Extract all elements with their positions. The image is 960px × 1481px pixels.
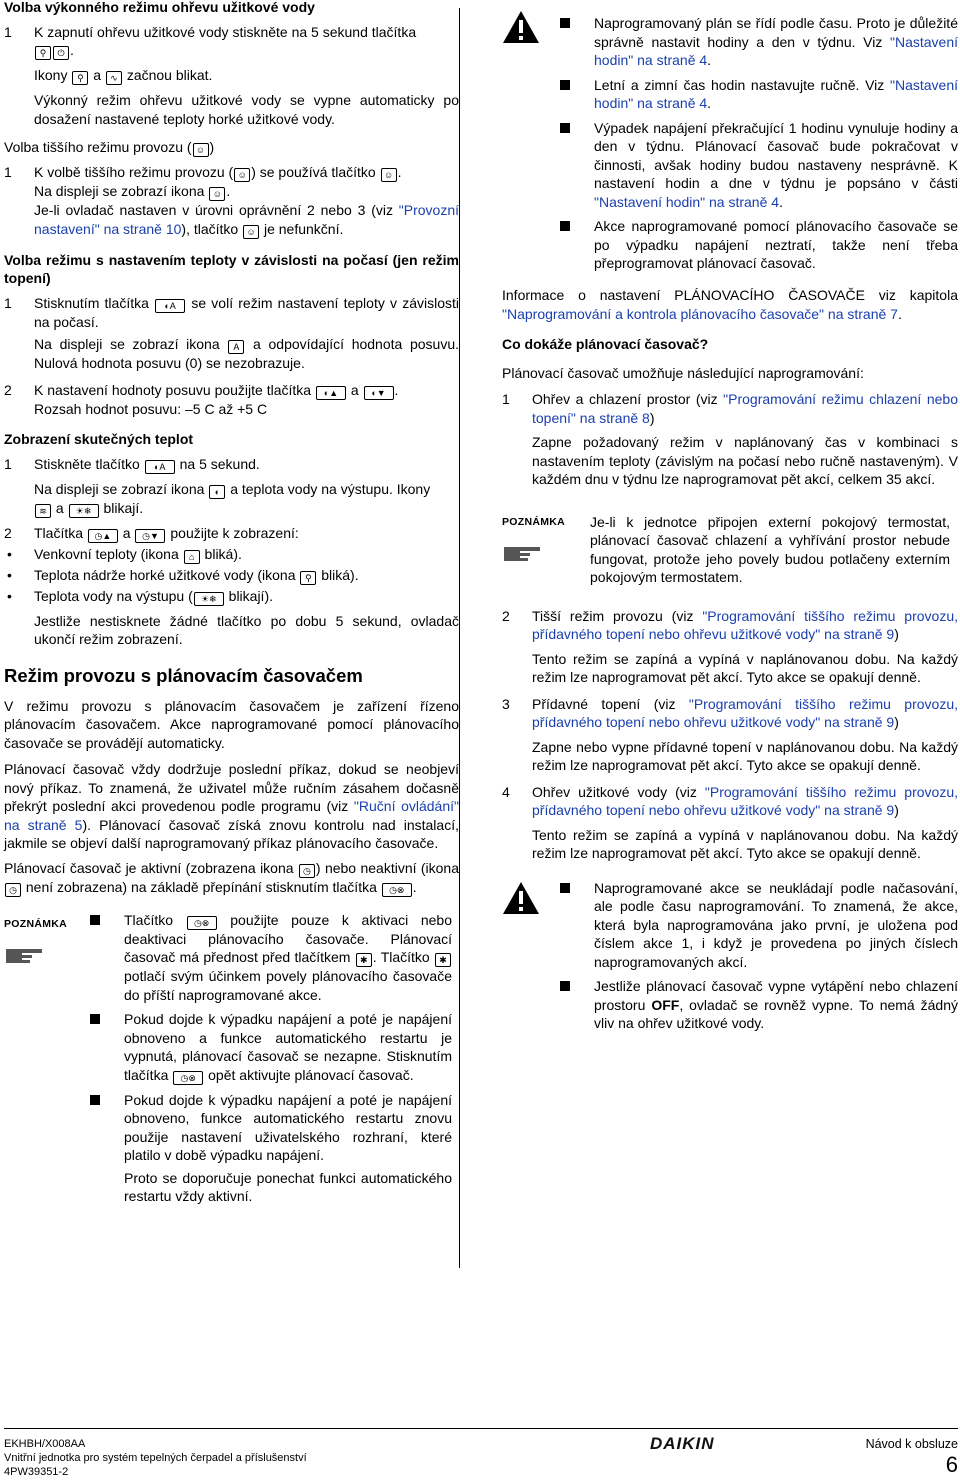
tap-icon: ⚲	[72, 71, 88, 85]
house-icon: ⌂	[184, 550, 200, 564]
note-item: Pokud dojde k výpadku napájení a poté je napájení obnoveno, funkce automatického restartu znovu použije nastavení uživatelského rozhraní, které platilo v době výpadku napájení. Proto se doporučuje ponechat funkci automatického restartu vždy aktivní.	[90, 1091, 452, 1206]
warning-item: Výpadek napájení překračující 1 hodinu vynuluje hodiny a den v týdnu. Plánovací časovač bude pokračovat v činnosti, avšak hodiny budou nastaveny nesprávně. K nastavení hodin a dne v týdnu je popsáno v části "Nastavení hodin" na straně 4.	[560, 119, 958, 212]
note-box	[4, 911, 459, 1241]
link-programming-cool-heat[interactable]: "Programování režimu chlazení nebo topení" na straně 8	[532, 391, 958, 426]
note-label: POZNÁMKA	[502, 515, 566, 528]
link-programming-quiet[interactable]: "Programování tiššího režimu provozu, přídavného topení nebo ohřevu užitkové vody" na straně 9	[532, 607, 959, 642]
up-button-icon: ◐▲	[316, 386, 346, 400]
heat-wave-icon: ∿	[106, 71, 122, 85]
warning-item: Naprogramovaný plán se řídí podle času. Proto je důležité správně nastavit hodiny a den v týdnu. Viz "Nastavení hodin" na straně 4.	[560, 14, 958, 70]
link-programming-quiet[interactable]: "Programování tiššího režimu provozu, přídavného topení nebo ohřevu užitkové vody" na straně 9	[532, 783, 958, 818]
power-icon: ⏻	[53, 46, 69, 60]
leaving-water-icon: ≋	[35, 504, 51, 518]
warning-triangle-icon	[502, 10, 540, 44]
quiet-mode-icon: ☺	[234, 168, 250, 182]
down-button-icon: ◐▼	[364, 386, 394, 400]
warning-item: Akce naprogramované pomocí plánovacího časovače se po výpadku napájení neztratí, takže není třeba přeprogramovat plánovací časovač.	[560, 217, 958, 273]
up-button-icon: ◷▲	[88, 529, 118, 543]
weather-dependent-button-icon: ◐A	[155, 299, 185, 313]
clock-icon: ◷	[5, 883, 21, 897]
column-divider	[459, 8, 460, 1268]
link-clock-setting[interactable]: "Nastavení hodin" na straně 4	[594, 76, 959, 111]
footer-code: EKHBH/X008AA	[4, 1438, 86, 1450]
left-column: Volba výkonného režimu ohřevu užitkové vody 1 K zapnutí ohřevu užitkové vody stiskněte na 5 sekund tlačítka ⚲ ⏻ . Ikony ⚲ a ∿ začnou blikat. Výkonný režim ohřevu užitkové vody se vypne automaticky po dosažení nastavené teploty horké užitkové vody. Volba tiššího režimu provozu ( ☺ ) 1 K volbě tiššího režimu provozu ( ☺ ) se používá tlačítko ☺ . Na displeji se zobrazí ikona ☺ . Je-li ovladač nastaven v úrovni oprávnění 2 nebo 3 (viz "Provozní nastavení" na straně 10), tlačítko ☺ je nefunkční. Volba režimu s nastavením teploty v závislosti na počasí (jen režim topení) 1 Stisknutím tlačítka ◐A se volí režim nastavení teploty v závislosti na počasí. Na displeji se zobrazí ikona A a odpovídající hodnota posuvu. Nulová hodnota posuvu (0) se nezobrazuje. 2 K nastavení hodnoty posuvu použijte tlačítka ◐▲ a ◐▼ . Rozsah hodnot posuvu: –5 C až +5 C Zobrazení skutečných teplot 1 Stiskněte tlačítko ◐A na 5 sekund. Na displeji se zobrazí ikona ◐ a teplota vody na výstupu. Ikony ≋ a ☀❄ blikají. 2 Tlačítka ◷▲ a ◷▼ použijte k zobrazení: • Venkovní teploty (ikona ⌂ bliká). • Teplota nádrže horké užitkové vody (ikona ⚲ bliká). • Teplota vody na výstupu ( ☀❄ blikají). Jestliže nestisknete žádné tlačítko po dobu 5 sekund, ovladač ukončí režim zobrazení. Režim provozu s plánovacím časovačem V režimu provozu s plánovacím časovačem je zařízení řízeno plánovacím časovačem. Akce naprogramované pomocí plánovacího časovače se provádějí automaticky. Plánovací časovač vždy dodržuje poslední příkaz, dokud se neobjeví nový příkaz. To znamená, že uživatel může ručním zásahem dočasně překrýt poslední akci provedenou podle programu (viz "Ruční ovládání" na straně 5). Plánovací časovač získá znovu kontrolu nad instalací, jakmile se objeví další naprogramovaný příkaz plánovacího časovače. Plánovací časovač je aktivní (zobrazena ikona ◷ ) nebo neaktivní (ikona ◷ není zobrazena) na základě přepínání stisknutím tlačítka ◷⊗ . POZNÁMKA Tlačítko ◷⊗ použijte pouze k aktivaci nebo deaktivaci plánovacího časovače. Plánovací časovač má přednost před tlačítkem ✱ . Tlačítko ✱ potlačí svým účinkem povely plánovacího časovače do příští naprogramované akce. Pokud dojde k výpadku napájení a poté je napájení obnoveno a funkce automatického restartu je vypnutá, plánovací časovač se nezapne. Stisknutím tlačítka ◷⊗ opět aktivujte plánovací časovač. Pokud dojde k výpadku napájení a poté je napájení obnoveno, funkce automatického restartu znovu použije nastavení uživatelského rozhraní, které platilo v době výpadku napájení. Proto se doporučuje ponechat funkci automatického restartu vždy aktivní.	[4, 0, 459, 1241]
note-box: POZNÁMKA Je-li k jednotce připojen externí pokojový termostat, plánovací časovač chlazení a vyhřívání prostor nebude fungovat, protože jeho povely budou potlačeny externím pokojovým termostatem.	[502, 513, 950, 585]
tap-icon: ⚲	[35, 46, 51, 60]
footer-divider	[4, 1428, 958, 1429]
link-manual-control[interactable]: "Ruční ovládání" na straně 5	[4, 798, 459, 833]
daikin-logo: DAIKIN	[650, 1434, 715, 1453]
schedule-timer-button-icon: ◷⊗	[382, 883, 412, 897]
link-clock-setting[interactable]: "Nastavení hodin" na straně 4	[594, 33, 959, 68]
list-item: • Teplota vody na výstupu ( ☀❄ blikají).	[7, 587, 274, 604]
tap-icon: ⚲	[300, 571, 316, 585]
quiet-mode-button-icon: ☺	[381, 168, 397, 182]
schedule-timer-button-icon: ◷⊗	[187, 916, 217, 930]
section-title-actual-temps: Zobrazení skutečných teplot	[4, 431, 194, 447]
thermometer-icon: ◐	[209, 485, 225, 499]
link-operating-settings[interactable]: "Provozní nastavení" na straně 10	[34, 202, 460, 237]
section-title-performance-dhw: Volba výkonného režimu ohřevu užitkové vody	[4, 0, 315, 15]
note-label: POZNÁMKA	[4, 917, 68, 930]
step: 1 K zapnutí ohřevu užitkové vody stiskněte na 5 sekund tlačítka ⚲ ⏻ .	[4, 23, 417, 58]
section-title-quiet-mode: Volba tiššího režimu provozu ( ☺ )	[4, 139, 215, 155]
heat-cool-icon: ☀❄	[194, 592, 224, 606]
warning-triangle-icon	[502, 881, 540, 915]
link-programming-timer[interactable]: "Naprogramování a kontrola plánovacího časovače" na straně 7	[502, 305, 898, 322]
list-item: • Venkovní teploty (ikona ⌂ bliká).	[7, 545, 242, 562]
pointing-hand-icon	[4, 941, 44, 967]
weather-dependent-icon: A	[228, 340, 244, 354]
warning-item: Jestliže plánovací časovač vypne vytápění nebo chlazení prostoru OFF, ovladač se rovněž vypne. To nemá žádný vliv na ohřev užitkové vody.	[560, 977, 958, 1033]
page-number: 6	[945, 1452, 958, 1477]
pointing-hand-icon	[502, 539, 542, 565]
section-title-weather-dependent: Volba režimu s nastavením teploty v závislosti na počasí (jen režim topení)	[4, 251, 459, 286]
manual-button-icon: ✱	[356, 953, 372, 967]
link-clock-setting[interactable]: "Nastavení hodin" na straně 4	[594, 193, 780, 210]
warning-box	[502, 879, 958, 1059]
footer-description: Vnitřní jednotka pro systém tepelných čerpadel a příslušenství	[4, 1452, 307, 1464]
warning-box	[502, 0, 959, 271]
quiet-mode-button-icon: ☺	[243, 225, 259, 239]
footer-doc-number: 4PW39351-2	[4, 1466, 69, 1478]
footer-manual-title: Návod k obsluze	[865, 1437, 958, 1451]
link-programming-quiet[interactable]: "Programování tiššího režimu provozu, přídavného topení nebo ohřevu užitkové vody" na straně 9	[532, 695, 959, 730]
note-item: Tlačítko ◷⊗ použijte pouze k aktivaci nebo deaktivaci plánovacího časovače. Plánovací časovač má přednost před tlačítkem ✱ . Tlačítko ✱ potlačí svým účinkem povely plánovacího časovače do příští naprogramované akce.	[90, 911, 452, 1005]
quiet-mode-icon: ☺	[193, 143, 209, 157]
right-column: Naprogramovaný plán se řídí podle času. Proto je důležité správně nastavit hodiny a den v týdnu. Viz "Nastavení hodin" na straně 4. Letní a zimní čas hodin nastavujte ručně. Viz "Nastavení hodin" na straně 4. Výpadek napájení překračující 1 hodinu vynuluje hodiny a den v týdnu. Plánovací časovač bude pokračovat v činnosti, avšak hodiny budou nastaveny nesprávně. K nastavení hodin a dne v týdnu je popsáno v části "Nastavení hodin" na straně 4. Akce naprogramované pomocí plánovacího časovače se po výpadku napájení neztratí, takže není třeba přeprogramovat plánovací časovač. Informace o nastavení PLÁNOVACÍHO ČASOVAČE viz kapitola "Naprogramování a kontrola plánovacího časovače" na straně 7. Co dokáže plánovací časovač? Plánovací časovač umožňuje následující naprogramování: 1 Ohřev a chlazení prostor (viz "Programování režimu chlazení nebo topení" na straně 8) Zapne požadovaný režim v naplánovaný čas v kombinaci s nastavením teploty (závislým na počasí nebo ručně nastaveným). V každém dnu v týdnu lze naprogramovat pět akcí, celkem 35 akcí. POZNÁMKA Je-li k jednotce připojen externí pokojový termostat, plánovací časovač chlazení a vyhřívání prostor nebude fungovat, protože jeho povely budou potlačeny externím pokojovým termostatem. 2 Tišší režim provozu (viz "Programování tiššího režimu provozu, přídavného topení nebo ohřevu užitkové vody" na straně 9) Tento režim se zapíná a vypíná v naplánovanou dobu. Na každý režim lze naprogramovat pět akcí. Tyto akce se opakují denně. 3 Přídavné topení (viz "Programování tiššího režimu provozu, přídavného topení nebo ohřevu užitkové vody" na straně 9) Zapne nebo vypne přídavné topení v naplánovanou dobu. Na každý režim lze naprogramovat pět akcí. Tyto akce se opakují denně. 4 Ohřev užitkové vody (viz "Programování tiššího režimu provozu, přídavného topení nebo ohřevu užitkové vody" na straně 9) Tento režim se zapíná a vypíná v naplánovanou dobu. Na každý režim lze naprogramovat pět akcí. Tyto akce se opakují denně. Naprogramované akce se neukládají podle načasování, ale podle času naprogramování. To znamená, že akce, která byla naprogramována jako první, je uložena pod číslem akce 1, i když je provedena po jiných číslech naprogramovaných akcí. Jestliže plánovací časovač vypne vytápění nebo chlazení prostoru OFF, ovladač se rovněž vypne. To nemá žádný vliv na ohřev užitkové vody.	[502, 0, 958, 1059]
list-item: • Teplota nádrže horké užitkové vody (ikona ⚲ bliká).	[7, 566, 359, 583]
warning-item: Naprogramované akce se neukládají podle načasování, ale podle času naprogramování. To znamená, že akce, která byla naprogramována jako první, je uložena pod číslem akce 1, i když je provedena po jiných číslech naprogramovaných akcí.	[560, 879, 958, 972]
note-item: Pokud dojde k výpadku napájení a poté je napájení obnoveno a funkce automatického restartu je vypnutá, plánovací časovač se nezapne. Stisknutím tlačítka ◷⊗ opět aktivujte plánovací časovač.	[90, 1010, 452, 1085]
question-title: Co dokáže plánovací časovač?	[502, 336, 709, 352]
down-button-icon: ◷▼	[135, 529, 165, 543]
manual-button-icon: ✱	[435, 953, 451, 967]
schedule-timer-button-icon: ◷⊗	[173, 1071, 203, 1085]
paragraph: Výkonný režim ohřevu užitkové vody se vypne automaticky po dosažení nastavené teploty horké užitkové vody.	[34, 92, 459, 127]
warning-item: Letní a zimní čas hodin nastavujte ručně. Viz "Nastavení hodin" na straně 4.	[560, 76, 958, 113]
weather-dependent-button-icon: ◐A	[145, 460, 175, 474]
clock-icon: ◷	[299, 864, 315, 878]
section-title-schedule-timer: Režim provozu s plánovacím časovačem	[4, 664, 363, 686]
heat-cool-icon: ☀❄	[69, 504, 99, 518]
quiet-mode-icon: ☺	[209, 187, 225, 201]
